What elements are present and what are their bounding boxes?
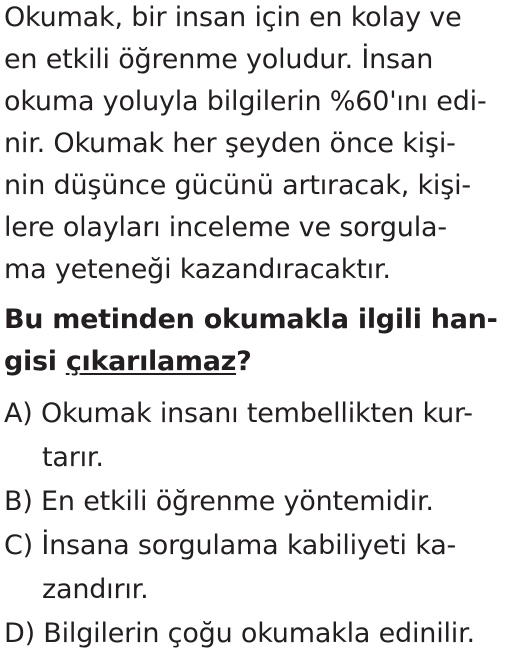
question-keyword-underlined: çıkarılamaz [65, 346, 237, 377]
question-mark: ? [236, 346, 252, 377]
question-prefix: gisi [4, 346, 66, 377]
passage-line-6: lere olayları inceleme ve sorgula- [4, 212, 447, 243]
passage-line-2: en etkili öğrenme yoludur. İnsan [4, 44, 434, 75]
passage-line-1: Okumak, bir insan için en kolay ve [4, 2, 462, 33]
passage-line-7: ma yeteneği kazandıracaktır. [4, 254, 391, 285]
passage-line-3: okuma yoluyla bilgilerin %60'ını edi- [4, 86, 487, 117]
option-a-line-1: A) Okumak insanı tembellikten kur- [4, 398, 473, 429]
passage-line-5: nin düşünce gücünü artıracak, kişi- [4, 170, 471, 201]
option-c-line-1: C) İnsana sorgulama kabiliyeti ka- [4, 530, 457, 561]
option-b-line-1: B) En etkili öğrenme yöntemidir. [4, 486, 434, 517]
option-d-line-1: D) Bilgilerin çoğu okumakla edinilir. [4, 618, 475, 649]
passage-line-4: nir. Okumak her şeyden önce kişi- [4, 128, 456, 159]
question-line-1: Bu metinden okumakla ilgili han- [4, 304, 498, 335]
option-a-line-2: tarır. [42, 442, 104, 473]
option-c-line-2: zandırır. [42, 574, 149, 605]
question-line-2 [4, 346, 251, 377]
